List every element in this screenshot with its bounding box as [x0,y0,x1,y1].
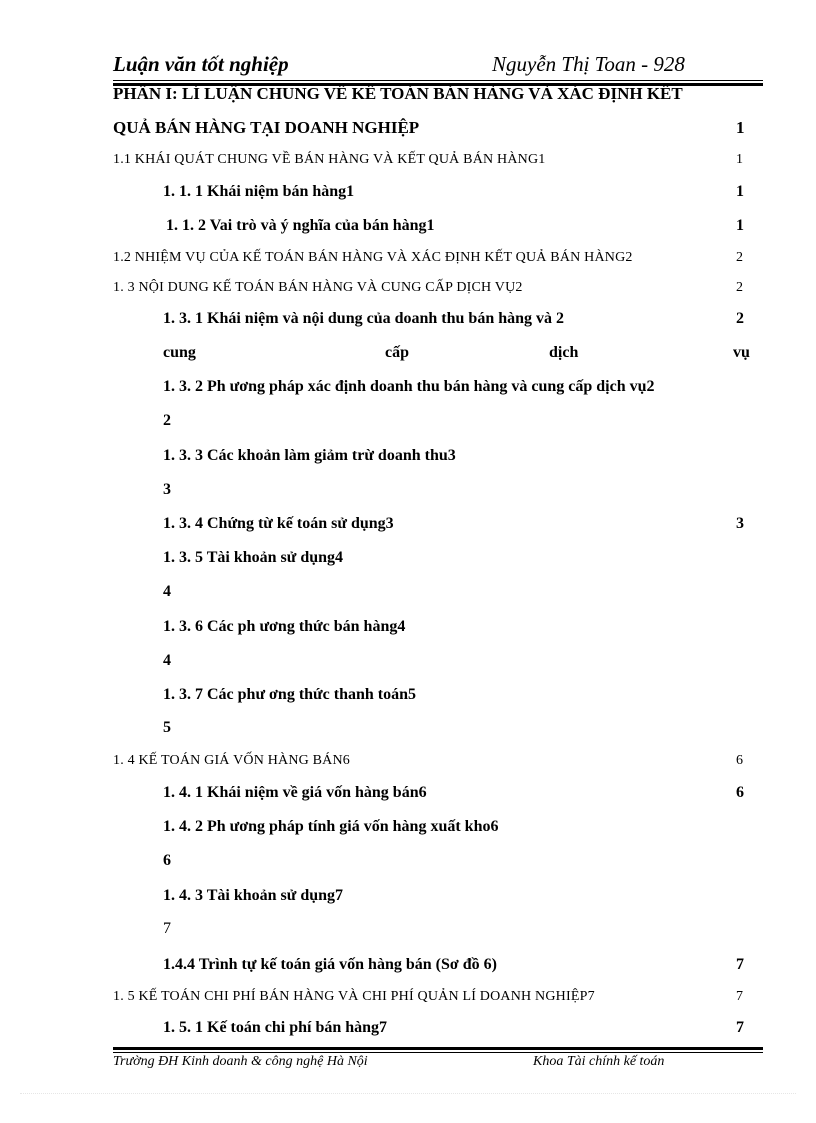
toc-page-number: 2 [736,250,744,265]
toc-page-number: 7 [736,1019,744,1036]
toc-page-number: 1 [736,217,744,234]
toc-entry-1-3-3: 1. 3. 3 Các khoản làm giảm trừ doanh thu3 [163,447,456,464]
toc-page-number: 6 [163,852,171,869]
toc-page-number: 1 [736,183,744,200]
toc-section-1-1: 1.1 KHÁI QUÁT CHUNG VỀ BÁN HÀNG VÀ KẾT QUẢ BÁN HÀNG1 1 [113,148,763,172]
toc-entry-1-3-4: 1. 3. 4 Chứng từ kế toán sử dụng3 3 [163,512,763,536]
page-footer [113,1054,763,1076]
page-bottom-divider [20,1093,796,1094]
toc-part-1-line-2: QUẢ BÁN HÀNG TẠI DOANH NGHIỆP 1 [113,116,763,140]
toc-page-number: 6 [736,784,744,801]
toc-entry-1-3-1: 1. 3. 1 Khái niệm và nội dung của doanh thu bán hàng và 2 2 [163,307,763,331]
toc-page-number: 2 [163,412,171,429]
toc-page-number: 1 [736,152,744,167]
footer-school: Trường ĐH Kinh doanh & công nghệ Hà Nội [113,1054,368,1069]
toc-entry-1-1-2: 1. 1. 2 Vai trò và ý nghĩa của bán hàng1 1 [166,214,763,238]
toc-part-1-line-1: PHẦN I: LÍ LUẬN CHUNG VỀ KẾ TOÁN BÁN HÀNG VÀ XÁC ĐỊNH KẾT [113,84,683,103]
toc-page-number: 2 [736,280,744,295]
header-author: Nguyễn Thị Toan - 928 [492,52,685,76]
footer-rule-thin [113,1052,763,1053]
toc-page-number: 4 [163,652,171,669]
toc-section-1-4: 1. 4 KẾ TOÁN GIÁ VỐN HÀNG BÁN6 6 [113,749,763,773]
toc-entry-1-4-4: 1.4.4 Trình tự kế toán giá vốn hàng bán (Sơ đồ 6) 7 [163,953,763,977]
toc-entry-1-3-5: 1. 3. 5 Tài khoản sử dụng4 [163,549,344,566]
toc-section-1-3: 1. 3 NỘI DUNG KẾ TOÁN BÁN HÀNG VÀ CUNG CẤP DỊCH VỤ2 2 [113,276,763,300]
toc-entry-1-3-1-continued: cung cấp dịch vụ [163,344,750,361]
toc-page-number: 2 [736,310,744,327]
toc-page-number: 5 [163,719,171,736]
toc-page-number: 6 [736,753,744,768]
toc-entry-1-5-1: 1. 5. 1 Kế toán chi phí bán hàng7 7 [163,1016,763,1040]
toc-entry-1-1-1: 1. 1. 1 Khái niệm bán hàng1 1 [163,180,763,204]
toc-entry-1-4-2: 1. 4. 2 Ph ương pháp tính giá vốn hàng xuất kho6 [163,818,499,835]
toc-entry-1-3-2: 1. 3. 2 Ph ương pháp xác định doanh thu bán hàng và cung cấp dịch vụ2 [163,378,655,395]
footer-department: Khoa Tài chính kế toán [533,1054,665,1069]
toc-page-number: 3 [163,481,171,498]
toc-entry-1-3-6: 1. 3. 6 Các ph ương thức bán hàng4 [163,618,406,635]
toc-page-number: 7 [736,956,744,973]
toc-page-number: 4 [163,583,171,600]
toc-page-number: 1 [736,118,745,137]
toc-page-number: 7 [163,920,171,937]
toc-entry-1-4-3: 1. 4. 3 Tài khoản sử dụng7 [163,887,344,904]
toc-page-number: 3 [736,515,744,532]
toc-entry-1-3-7: 1. 3. 7 Các phư ơng thức thanh toán5 [163,686,416,703]
toc-section-1-2: 1.2 NHIỆM VỤ CỦA KẾ TOÁN BÁN HÀNG VÀ XÁC ĐỊNH KẾT QUẢ BÁN HÀNG2 2 [113,246,763,270]
toc-section-1-5: 1. 5 KẾ TOÁN CHI PHÍ BÁN HÀNG VÀ CHI PHÍ QUẢN LÍ DOANH NGHIỆP7 7 [113,985,763,1009]
footer-rule-thick [113,1047,763,1050]
toc-entry-1-4-1: 1. 4. 1 Khái niệm về giá vốn hàng bán6 6 [163,781,763,805]
toc-page-number: 7 [736,989,744,1004]
header-title: Luận văn tốt nghiệp [113,52,289,76]
